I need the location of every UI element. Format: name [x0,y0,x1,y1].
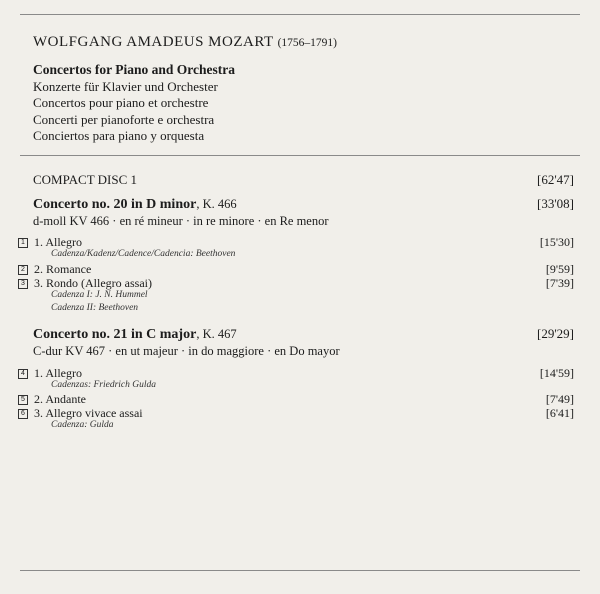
concerto-subtitle: d-moll KV 466 · en ré mineur · in re minore · en Re menor [33,214,329,228]
title-french: Concertos pour piano et orchestre [33,95,209,110]
concerto-duration: [29'29] [536,326,574,341]
concerto-kv: , K. 467 [196,327,237,341]
composer-heading [33,34,337,51]
track-title: 1. Allegro [34,366,82,380]
track-number-box: 4 [18,369,28,379]
track-row[interactable] [18,406,574,421]
title-spanish: Conciertos para piano y orquesta [33,128,205,143]
track-title: 2. Andante [34,392,86,406]
concerto-title: Concerto no. 21 in C major [33,327,197,342]
track-number-box: 2 [18,265,28,275]
track-note: Cadenza I: J. N. Hummel [51,290,148,300]
track-row[interactable] [18,392,574,407]
bottom-rule [20,570,580,571]
track-note: Cadenza/Kadenz/Cadence/Cadencia: Beethoven [51,249,236,259]
track-title: 2. Romance [34,262,92,276]
track-duration: [15'30] [539,235,574,249]
disc-duration: [62'47] [536,172,574,187]
track-title: 3. Rondo (Allegro assai) [34,276,152,290]
track-duration: [6'41] [545,406,574,420]
title-italian: Concerti per pianoforte e orchestra [33,111,215,127]
concerto-subtitle: C-dur KV 467 · en ut majeur · in do maggiore · en Do mayor [33,344,340,358]
track-number-box: 3 [18,279,28,289]
disc-header [33,172,574,188]
track-row[interactable] [18,276,574,291]
track-number-box: 5 [18,395,28,405]
track-title: 1. Allegro [34,235,82,249]
disc-label: COMPACT DISC 1 [33,172,138,187]
concerto-duration: [33'08] [536,196,574,211]
concerto-21 [33,326,574,359]
track-number-box: 1 [18,238,28,248]
track-note: Cadenza II: Beethoven [51,303,139,313]
track-number-box: 6 [18,409,28,419]
composer-dates: (1756–1791) [277,37,338,49]
track-note: Cadenza: Gulda [51,420,114,430]
track-row[interactable] [18,262,574,277]
track-duration: [7'39] [545,276,574,290]
concerto-20 [33,196,574,229]
track-row[interactable] [18,235,574,250]
track-note: Cadenzas: Friedrich Gulda [51,380,157,390]
track-duration: [9'59] [545,262,574,276]
track-title: 3. Allegro vivace assai [34,406,143,420]
track-duration: [14'59] [539,366,574,380]
title-english: Concertos for Piano and Orchestra [33,62,235,77]
work-titles [33,62,235,145]
disc-rule [20,155,580,156]
top-rule [20,14,580,15]
concerto-title: Concerto no. 20 in D minor [33,197,197,212]
composer-name: WOLFGANG AMADEUS MOZART [33,34,274,50]
track-row[interactable] [18,366,574,381]
track-duration: [7'49] [545,392,574,406]
concerto-kv: , K. 466 [196,197,237,211]
title-german: Konzerte für Klavier und Orchester [33,78,218,94]
